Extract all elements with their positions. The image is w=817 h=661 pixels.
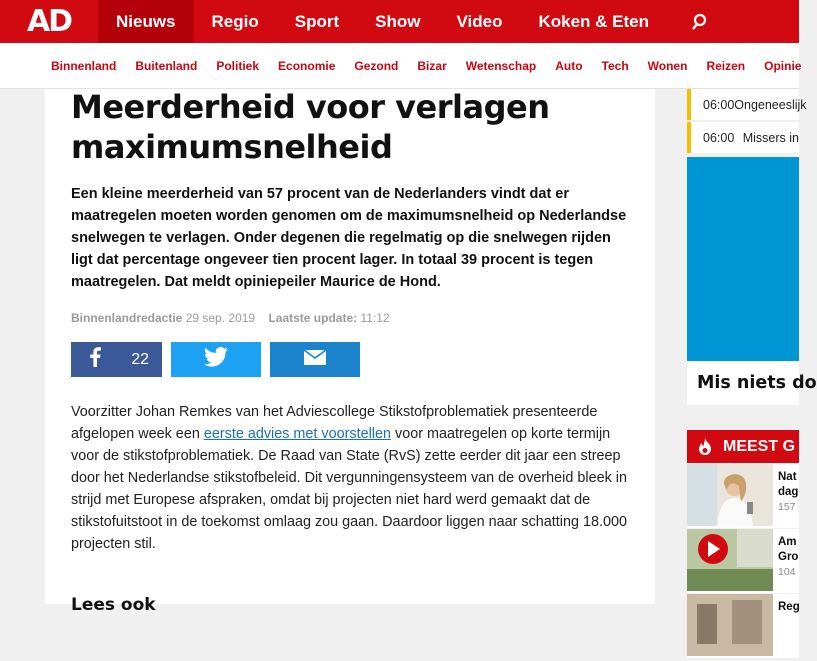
article-meta bbox=[71, 311, 629, 325]
body-text-1: Voorzitter Johan Remkes van het Adviescollege Stikstofproblematiek presenteerde afgelopen week een bbox=[71, 404, 598, 442]
search-icon[interactable] bbox=[681, 0, 717, 43]
article-date: 29 sep. 2019 bbox=[185, 311, 256, 325]
list-item-count: 157 bbox=[778, 501, 796, 513]
twitter-share-button[interactable] bbox=[171, 342, 261, 377]
lees-ook-heading: Lees ook bbox=[71, 595, 156, 615]
article-thumbnail bbox=[687, 529, 773, 591]
subnav-auto[interactable]: Auto bbox=[555, 58, 583, 73]
article-thumbnail bbox=[687, 594, 773, 656]
list-item[interactable] bbox=[687, 594, 799, 658]
list-item[interactable] bbox=[687, 464, 799, 528]
subnav-wonen[interactable]: Wonen bbox=[647, 58, 688, 73]
list-item-title-2: dag bbox=[778, 486, 799, 498]
ticker-time: 06:00 bbox=[703, 97, 735, 112]
subnav-buitenland[interactable]: Buitenland bbox=[135, 58, 198, 73]
news-ticker-item[interactable] bbox=[687, 122, 799, 153]
mis-niets-heading: Mis niets do bbox=[687, 361, 799, 405]
meest-label: MEEST G bbox=[723, 437, 796, 455]
article-title: Meerderheid voor verlagen maximumsnelheid bbox=[71, 88, 550, 166]
meest-gelezen-header bbox=[687, 430, 799, 463]
share-bar bbox=[71, 342, 629, 377]
facebook-icon bbox=[89, 347, 101, 372]
email-share-button[interactable] bbox=[270, 342, 360, 377]
subnav-tech[interactable]: Tech bbox=[601, 58, 629, 73]
nav-video[interactable]: Video bbox=[456, 11, 503, 31]
ticker-text: Ongeneeslijk bbox=[734, 97, 807, 112]
ad-logo[interactable]: AD bbox=[26, 4, 72, 39]
subnav-gezond[interactable]: Gezond bbox=[354, 58, 399, 73]
article-lead: Een kleine meerderheid van 57 procent van de Nederlanders vindt dat er maatregelen moeten worden genomen om de maximumsnelheid op Nederlandse snelwegen te verlagen. Onder degenen die regelmatig op die snelwegen rijden ligt dat percentage ongeveer tien procent lager. In totaal 39 procent is tegen maatregelen. Dat meldt opiniepeiler Maurice de Hond. bbox=[71, 186, 627, 290]
nav-nieuws[interactable]: Nieuws bbox=[98, 0, 194, 43]
facebook-share-count: 22 bbox=[131, 350, 149, 368]
updated-label: Laatste update: bbox=[268, 311, 358, 325]
subnav-politiek[interactable]: Politiek bbox=[216, 58, 260, 73]
list-item-text bbox=[773, 594, 800, 658]
article-thumbnail bbox=[687, 464, 773, 526]
list-item[interactable] bbox=[687, 529, 799, 593]
list-item-text bbox=[773, 464, 798, 528]
advertisement[interactable] bbox=[687, 157, 799, 361]
subnav-reizen[interactable]: Reizen bbox=[706, 58, 746, 73]
ticker-text: Missers in bbox=[742, 130, 799, 145]
article bbox=[45, 88, 655, 615]
advies-link[interactable]: eerste advies met voorstellen bbox=[203, 426, 391, 442]
list-item-count: 104 bbox=[778, 566, 796, 578]
twitter-icon bbox=[204, 347, 228, 372]
section-nav bbox=[0, 43, 802, 89]
article-body bbox=[71, 401, 629, 555]
main-nav bbox=[98, 0, 667, 43]
nav-show[interactable]: Show bbox=[375, 11, 421, 31]
subnav-economie[interactable]: Economie bbox=[278, 58, 336, 73]
article-author[interactable]: Binnenlandredactie bbox=[71, 311, 183, 325]
updated-time: 11:12 bbox=[360, 311, 390, 325]
subnav-wetenschap[interactable]: Wetenschap bbox=[465, 58, 537, 73]
subnav-binnenland[interactable]: Binnenland bbox=[51, 58, 117, 73]
subnav-bizar[interactable]: Bizar bbox=[417, 58, 447, 73]
list-item-title-2: Gro bbox=[778, 551, 799, 563]
nav-sport[interactable]: Sport bbox=[294, 11, 340, 31]
nav-koken-eten[interactable]: Koken & Eten bbox=[538, 11, 650, 31]
body-text-2: voor maatregelen op korte termijn voor de stikstofproblematiek. De Raad van State (RvS) zette eerder dit jaar een streep door het Nederlandse stikstofbeleid. Dit vergunningensysteem van de overheid bleek in strijd met Europese afspraken, omdat bij projecten niet hard werd gemaakt dat de stikstofuitstoot in de toekomst omlaag zou gaan. Daardoor liggen naar schatting 18.000 projecten stil. bbox=[71, 426, 627, 552]
news-ticker-item[interactable] bbox=[687, 89, 807, 120]
ticker-time: 06:00 bbox=[703, 130, 735, 145]
list-item-title: Am bbox=[778, 536, 797, 548]
list-item-title: Nat bbox=[778, 471, 797, 483]
facebook-share-button[interactable] bbox=[71, 342, 162, 377]
flame-icon bbox=[687, 438, 723, 456]
subnav-opinie[interactable]: Opinie bbox=[764, 58, 802, 73]
list-item-text bbox=[773, 529, 798, 593]
nav-regio[interactable]: Regio bbox=[211, 11, 259, 31]
list-item-title: Reg bbox=[778, 601, 800, 613]
sidebar bbox=[687, 89, 817, 613]
mail-icon bbox=[304, 350, 326, 370]
top-nav-bar bbox=[0, 0, 799, 43]
